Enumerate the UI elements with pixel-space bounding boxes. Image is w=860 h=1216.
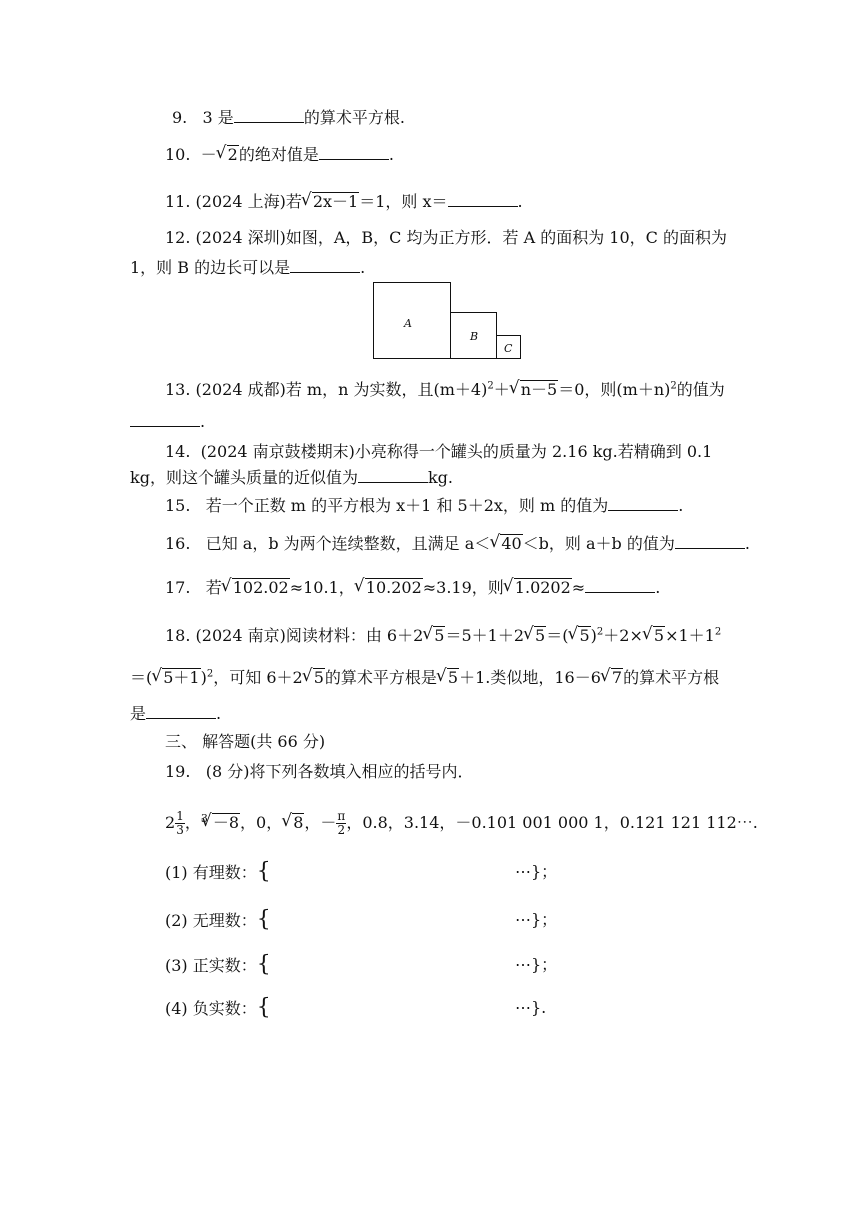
- q17-radicand-1: 102.02: [232, 578, 289, 597]
- question-13-line-1: [165, 378, 725, 402]
- q12-number: 12.: [165, 228, 191, 247]
- q16-number: 16.: [165, 534, 191, 553]
- q19-number: 19.: [165, 762, 191, 781]
- q18-sup: 2: [596, 626, 604, 638]
- q18-line2-sqrt-1: [152, 666, 200, 690]
- q13-sup-2: 2: [670, 380, 677, 392]
- q17-number: 17.: [165, 578, 191, 597]
- q19-sqrt-8-radicand: 8: [293, 813, 304, 832]
- q19-answer-row: [165, 860, 585, 885]
- q16-text-c: .: [744, 534, 750, 553]
- q19-fraction-1-num: 1: [176, 809, 184, 823]
- q17-radicand-2: 10.202: [365, 578, 422, 597]
- q19-fraction-pi-den: 2: [337, 823, 346, 837]
- question-19: [165, 760, 473, 784]
- q18-sqrt-2: [524, 624, 546, 648]
- question-15: [165, 494, 683, 518]
- q17-radicand-3: 1.0202: [514, 578, 571, 597]
- square-b-label: B: [470, 330, 479, 343]
- q19-answer-row: [165, 908, 585, 933]
- q18-number: 18.: [165, 626, 191, 645]
- left-brace-icon: {: [256, 952, 271, 977]
- q11-text-b: ＝1，则 x＝: [359, 192, 448, 211]
- square-a-label: A: [404, 317, 412, 330]
- question-18-line-1: [165, 624, 721, 648]
- q18-line2-radicand: 5＋1: [163, 668, 200, 687]
- q11-sqrt: [302, 190, 359, 214]
- square-c-label: C: [504, 342, 513, 355]
- q18-radicand: 5: [653, 626, 665, 645]
- q19-cube-root-index: 3: [200, 811, 208, 825]
- q9-text-b: 的算术平方根.: [303, 108, 405, 127]
- q13-text-a: (2024 成都)若 m，n 为实数，且(m＋4): [195, 380, 488, 399]
- q19-mixed-whole: 2: [165, 813, 176, 832]
- q13-text-e: .: [200, 412, 206, 431]
- q18-line2-radicand-7: 7: [611, 668, 623, 687]
- question-16: [165, 532, 750, 556]
- question-14-line-1: [165, 440, 712, 464]
- q13-text-b: ＋: [493, 380, 510, 399]
- q18-text-e: ＋2×: [603, 626, 643, 645]
- q11-text-a: (2024 上海)若: [195, 192, 302, 211]
- q16-sqrt: [490, 532, 522, 556]
- left-brace-icon: {: [256, 995, 271, 1020]
- question-17: [165, 576, 660, 600]
- square-b: [450, 312, 497, 359]
- section-3-title: 三、 解答题(共 66 分): [165, 732, 326, 751]
- square-c: [496, 335, 521, 359]
- q18-text-c: ＝(: [546, 626, 569, 645]
- square-a: [373, 282, 451, 359]
- q17-sqrt-1: [222, 576, 290, 600]
- q18-blank: [146, 704, 216, 719]
- q19-answer-label: (3) 正实数：: [165, 956, 257, 975]
- q9-blank: [234, 108, 304, 123]
- q18-line2-sqrt-4: [601, 666, 623, 690]
- q19-answer-end: ⋯}；: [515, 910, 558, 929]
- q19-answer-end: ⋯}.: [515, 998, 547, 1017]
- q18-line2-sqrt-3: [437, 666, 459, 690]
- q17-sqrt-3: [504, 576, 572, 600]
- q10-text-c: .: [388, 145, 394, 164]
- q18-radicand: 5: [434, 626, 445, 645]
- q18-sqrt-3: [568, 624, 590, 648]
- q10-sqrt: [217, 143, 239, 167]
- q18-line2-sup: 2: [206, 668, 214, 680]
- q18-line2-b: ): [200, 668, 207, 687]
- q10-text-a: －: [200, 145, 217, 164]
- question-10: [165, 143, 394, 167]
- q19-answer-label: (2) 无理数：: [165, 911, 257, 930]
- q19-answer-label: (1) 有理数：: [165, 863, 257, 882]
- q13-text-d: 的值为: [676, 380, 725, 399]
- question-18-line-3: [130, 702, 221, 726]
- q19-answer-label: (4) 负实数：: [165, 999, 257, 1018]
- q15-number: 15.: [165, 496, 191, 515]
- q16-text-b: ＜b，则 a＋b 的值为: [522, 534, 675, 553]
- q12-text-end: .: [360, 258, 366, 277]
- q12-text-line-1: (2024 深圳)如图，A，B，C 均为正方形．若 A 的面积为 10，C 的面积为: [195, 228, 727, 247]
- q19-cube-root: [202, 806, 240, 840]
- q18-sup-2: 2: [714, 626, 722, 638]
- q19-text: (8 分)将下列各数填入相应的括号内．: [205, 762, 474, 781]
- q13-sup-1: 2: [487, 380, 494, 392]
- q10-text-b: 的绝对值是: [238, 145, 319, 164]
- q9-number: 9.: [172, 108, 188, 127]
- question-14-line-2: [130, 466, 453, 490]
- q19-answer-end: ⋯}；: [515, 955, 558, 974]
- q18-text-f: ×1＋1: [665, 626, 715, 645]
- q18-line2-d: 的算术平方根是: [324, 668, 437, 687]
- q18-radicand: 5: [313, 668, 324, 687]
- q15-text-a: 若一个正数 m 的平方根为 x＋1 和 5＋2x，则 m 的值为: [205, 496, 609, 515]
- q13-blank: [130, 412, 200, 427]
- q19-fraction-1: [175, 810, 185, 837]
- q10-radicand: 2: [227, 145, 238, 164]
- q19-numbers-list: 2 $\frac{1}{3}$ ，$^3$√ －8，0，√ 8，－ $\frac{\pi}{2}$ ，0.8，3.14，－0.101 001 000 1，0.121 121 112⋯.: [165, 806, 758, 840]
- q18-line2-a: ＝(: [130, 668, 153, 687]
- q13-number: 13.: [165, 380, 191, 399]
- q14-blank: [358, 468, 428, 483]
- q17-text-a: 若: [205, 578, 222, 597]
- q15-blank: [608, 496, 678, 511]
- q18-line3-a: 是: [130, 704, 147, 723]
- q19-numbers-rest: ，0.8，3.14，－0.101 001 000 1，0.121 121 112⋯.: [346, 813, 758, 832]
- q11-number: 11.: [165, 192, 191, 211]
- q19-text-zero: ，0，: [240, 813, 283, 832]
- q19-pi: π: [337, 809, 346, 823]
- q14-text-line-1: (2024 南京鼓楼期末)小亮称得一个罐头的质量为 2.16 kg.若精确到 0.1: [200, 442, 713, 461]
- q12-text-line-2: 1，则 B 的边长可以是: [130, 258, 291, 277]
- q17-text-b: ≈10.1，: [289, 578, 355, 597]
- q16-radicand: 40: [501, 534, 522, 553]
- q18-line2-e: ＋1.类似地，16－6: [459, 668, 601, 687]
- question-9: [172, 106, 405, 130]
- q17-text-d: ≈: [571, 578, 586, 597]
- question-11: [165, 190, 523, 214]
- q11-text-c: .: [517, 192, 523, 211]
- q13-radicand: n－5: [520, 380, 558, 399]
- q19-answer-row: [165, 996, 585, 1021]
- q17-text-c: ≈3.19，则: [422, 578, 504, 597]
- q18-line2-sqrt-2: [303, 666, 325, 690]
- q16-blank: [675, 534, 745, 549]
- q14-text-end: kg.: [427, 468, 453, 487]
- q10-number: 10.: [165, 145, 191, 164]
- q9-text-a: 3 是: [202, 108, 234, 127]
- q18-text-d: ): [590, 626, 597, 645]
- q15-text-b: .: [678, 496, 684, 515]
- q18-radicand: 5: [535, 626, 546, 645]
- q18-line2-f: 的算术平方根: [623, 668, 720, 687]
- q18-line3-b: .: [216, 704, 222, 723]
- q11-blank: [448, 192, 518, 207]
- q19-fraction-pi: [336, 810, 346, 837]
- q18-text-b: ＝5＋1＋2: [445, 626, 525, 645]
- left-brace-icon: {: [256, 907, 271, 932]
- q19-text-neg: ，－: [304, 813, 337, 832]
- question-13-line-2: [130, 410, 205, 434]
- q13-sqrt: [510, 378, 559, 402]
- q18-line2-c: ，可知 6＋2: [213, 668, 303, 687]
- q19-answer-end: ⋯}；: [515, 862, 558, 881]
- q19-cube-root-radicand: －8: [212, 813, 240, 832]
- q17-blank: [585, 578, 655, 593]
- q18-sqrt-1: [423, 624, 445, 648]
- q18-text-a: (2024 南京)阅读材料：由 6＋2: [195, 626, 424, 645]
- left-brace-icon: {: [256, 859, 271, 884]
- q13-text-c: ＝0，则(m＋n): [558, 380, 671, 399]
- q17-text-e: .: [655, 578, 661, 597]
- question-12-line-1: [165, 226, 727, 250]
- q12-blank: [290, 258, 360, 273]
- q19-fraction-1-den: 3: [176, 823, 184, 837]
- q11-radicand: 2x－1: [312, 192, 359, 211]
- q17-sqrt-2: [355, 576, 423, 600]
- question-12-line-2: [130, 256, 365, 280]
- q10-blank: [319, 145, 389, 160]
- q19-answer-row: [165, 953, 585, 978]
- q16-text-a: 已知 a，b 为两个连续整数，且满足 a＜: [205, 534, 491, 553]
- q18-radicand: 5: [447, 668, 459, 687]
- q14-text-line-2: kg，则这个罐头质量的近似值为: [130, 468, 358, 487]
- q18-radicand: 5: [579, 626, 590, 645]
- question-18-line-2: [130, 666, 719, 690]
- q14-number: 14.: [165, 442, 191, 461]
- q19-sqrt-8: [282, 806, 304, 840]
- q18-sqrt-4: [643, 624, 665, 648]
